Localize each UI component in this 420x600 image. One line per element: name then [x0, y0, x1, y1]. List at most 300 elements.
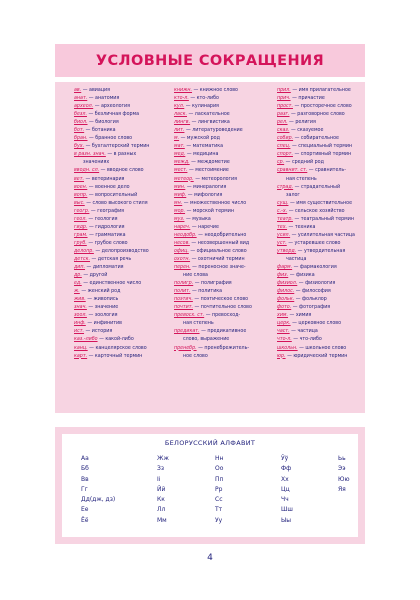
abbreviation-meaning: — физиология: [297, 280, 336, 287]
alphabet-letter: Яя: [338, 485, 346, 493]
abbreviation-meaning: — какой-либо: [97, 336, 134, 343]
abbreviation-meaning: — музыка: [184, 215, 211, 222]
abbreviation-term: дип.: [74, 264, 86, 271]
abbreviation-meaning: — книжное слово: [192, 87, 238, 93]
abbreviation-entry: [74, 279, 168, 287]
alphabet-title: БЕЛОРУССКИЙ АЛФАВИТ: [164, 439, 256, 447]
abbreviation-entry: [174, 102, 271, 110]
alphabet-letter: Цц: [281, 485, 290, 493]
abbreviation-meaning: — страдательный: [293, 183, 341, 190]
abbreviation-term: мед.: [174, 151, 186, 158]
abbreviation-entry: [74, 86, 168, 94]
abbreviation-meaning: — морской термин: [185, 207, 234, 214]
abbreviation-entry: [277, 287, 365, 295]
abbreviation-meaning: — бухгалтерский термин: [84, 143, 150, 150]
abbreviation-entry: [174, 175, 271, 183]
abbreviation-meaning: — собирательное: [293, 135, 339, 142]
abbreviation-meaning: — фольклор: [294, 296, 327, 303]
abbreviation-term: полит.: [174, 288, 191, 295]
abbreviation-term: физиол.: [277, 280, 298, 287]
abbreviation-meaning: — охотничий термин: [190, 255, 245, 262]
abbreviation-meaning: — пренебрежитель-: [196, 344, 250, 351]
abbreviation-meaning: — неодобрительно: [196, 231, 247, 238]
alphabet-letter: Ее: [81, 506, 89, 514]
alphabet-letter: Ўў: [281, 455, 289, 462]
abbreviation-term: бух.: [74, 143, 85, 150]
abbreviation-term: офиц.: [174, 247, 189, 254]
abbreviation-meaning: — бранное слово: [87, 135, 133, 142]
abbreviation-entry: [174, 303, 271, 311]
abbreviation-entry: [74, 110, 168, 118]
abbreviation-term: вводн. сл.: [74, 167, 100, 174]
alphabet-letter: Зз: [157, 465, 165, 473]
abbreviation-term: уст.: [277, 239, 287, 246]
abbreviation-term: прост.: [277, 103, 293, 110]
abbreviation-entry: [277, 335, 365, 343]
abbreviation-entry: [174, 279, 271, 287]
abbreviation-entry: [277, 231, 365, 239]
abbreviation-meaning: — церковное слово: [290, 320, 341, 327]
abbreviation-meaning: — инфинитив: [85, 320, 122, 327]
abbreviation-meaning: — мифология: [186, 191, 223, 198]
abbreviations-column-1: [74, 86, 168, 360]
abbreviation-meaning: — история: [84, 328, 113, 335]
abbreviation-term: мор.: [174, 207, 186, 214]
abbreviation-entry: [277, 166, 365, 174]
alphabet-letter: Мм: [157, 516, 167, 524]
abbreviation-meaning: — множественное число: [182, 199, 247, 206]
abbreviation-entry: [174, 239, 271, 247]
abbreviation-term: ср.: [277, 159, 285, 166]
abbreviation-entry: [74, 319, 168, 327]
abbreviation-term: мест.: [174, 167, 188, 174]
abbreviation-entry: [277, 175, 365, 183]
abbreviation-meaning: — математика: [184, 143, 224, 150]
abbreviation-term: делопр.: [74, 247, 94, 254]
abbreviation-term: ласк.: [174, 111, 187, 118]
abbreviation-entry: [277, 223, 365, 231]
abbreviation-entry: [277, 271, 365, 279]
abbreviation-meaning: — утвердительная: [296, 247, 346, 254]
abbreviation-meaning: — сельское хозяйство: [287, 207, 345, 214]
abbreviation-entry: [174, 319, 271, 327]
abbreviation-term: сущ.: [277, 199, 289, 206]
abbreviation-meaning: — усилительная частица: [290, 231, 355, 238]
abbreviation-meaning: — мужской род: [179, 135, 220, 142]
abbreviation-meaning: — живопись: [85, 296, 119, 303]
abbreviation-term: детск.: [74, 255, 91, 262]
alphabet-letter: Рр: [215, 485, 223, 493]
abbreviation-meaning: — переносное значе-: [190, 264, 246, 271]
abbreviation-meaning: ная степень: [286, 175, 317, 182]
alphabet-letter: Бб: [81, 465, 89, 473]
abbreviation-term: с.-х.: [277, 207, 288, 214]
abbreviation-term: филос.: [277, 288, 295, 295]
abbreviation-entry: [277, 126, 365, 134]
abbreviation-term: усил.: [277, 231, 291, 238]
alphabet-letter: Оо: [215, 465, 224, 473]
abbreviation-entry: [74, 126, 168, 134]
abbreviation-term: миф.: [174, 191, 187, 198]
abbreviation-entry: [174, 183, 271, 191]
abbreviation-entry: [174, 207, 271, 215]
abbreviation-term: кул.: [174, 103, 185, 110]
abbreviation-entry: [74, 311, 168, 319]
abbreviation-meaning: — грубое слово: [86, 239, 128, 246]
abbreviation-term: геогр.: [74, 207, 90, 214]
abbreviations-column-2: [174, 86, 271, 360]
abbreviation-entry: [277, 150, 365, 158]
alphabet-letter: Нн: [215, 455, 224, 462]
abbreviation-term: кто-л.: [174, 95, 189, 102]
abbreviation-entry: [277, 118, 365, 126]
abbreviation-entry: [74, 134, 168, 142]
abbreviation-entry: [174, 255, 271, 263]
alphabet-letter: Лл: [157, 506, 166, 514]
abbreviation-entry: [174, 166, 271, 174]
abbreviation-entry: [174, 335, 271, 343]
abbreviation-term: бран.: [74, 135, 88, 142]
abbreviation-meaning: — официальное слово: [188, 247, 247, 254]
abbreviation-term: предикат.: [174, 328, 200, 335]
abbreviation-term: церк.: [277, 320, 291, 327]
abbreviation-meaning: ние слова: [183, 272, 208, 279]
abbreviation-meaning: — техника: [287, 223, 316, 230]
abbreviation-entry: [174, 311, 271, 319]
abbreviation-term: част.: [277, 328, 290, 335]
abbreviation-term: ж.: [74, 288, 80, 295]
abbreviation-meaning: — авиация: [81, 87, 110, 93]
alphabet-letter: Жж: [157, 455, 169, 462]
abbreviation-term: спец.: [277, 143, 291, 150]
alphabet-letter: Чч: [281, 496, 289, 504]
abbreviation-entry: [174, 94, 271, 102]
abbreviation-term: метеор.: [174, 175, 194, 182]
abbreviation-term: пренебр.: [174, 344, 197, 351]
abbreviation-entry: [74, 247, 168, 255]
abbreviation-meaning: — женский род: [79, 288, 121, 295]
abbreviation-meaning: — поэтическое слово: [192, 296, 249, 303]
abbreviation-term: разг.: [277, 111, 290, 118]
abbreviation-term: фольк.: [277, 296, 295, 303]
abbreviation-entry: [174, 215, 271, 223]
abbreviation-meaning: — физика: [288, 272, 315, 279]
abbreviation-meaning: значениях: [83, 159, 110, 166]
abbreviation-term: геол.: [74, 215, 87, 222]
abbreviation-meaning: ное слово: [183, 352, 208, 359]
abbreviation-entry: [277, 352, 365, 360]
abbreviation-entry: [174, 191, 271, 199]
abbreviation-term: канц.: [74, 344, 88, 351]
abbreviation-entry: [277, 303, 365, 311]
abbreviation-term: лит.: [174, 127, 185, 134]
abbreviation-entry: [277, 319, 365, 327]
abbreviation-term: неодобр.: [174, 231, 197, 238]
abbreviation-term: грам.: [74, 231, 88, 238]
abbreviation-term: перен.: [174, 264, 191, 271]
abbreviation-term: карт.: [74, 352, 88, 359]
abbreviation-term: полигр.: [174, 280, 194, 287]
abbreviation-term: спорт.: [277, 151, 293, 158]
abbreviation-entry: [277, 102, 365, 110]
abbreviation-entry: [277, 191, 365, 199]
abbreviation-entry: [174, 287, 271, 295]
alphabet-letter: Фф: [281, 465, 292, 473]
abbreviation-entry: [174, 150, 271, 158]
abbreviation-meaning: — в разных: [105, 151, 137, 158]
abbreviation-meaning: — междометие: [189, 159, 230, 166]
abbreviation-term: др.: [74, 272, 82, 279]
alphabet-letter: Йй: [157, 485, 166, 493]
abbreviation-meaning: — грамматика: [87, 231, 126, 238]
abbreviation-meaning: — гидрология: [87, 223, 125, 230]
abbreviation-entry: [74, 166, 168, 174]
abbreviation-entry: [277, 295, 365, 303]
abbreviation-meaning: — полиграфия: [193, 280, 232, 287]
abbreviation-entry: [277, 158, 365, 166]
abbreviation-entry: [174, 327, 271, 335]
alphabet-letter: Тт: [215, 506, 223, 514]
abbreviation-term: сравнит. ст.: [277, 167, 308, 174]
abbreviation-term: биол.: [74, 119, 88, 126]
abbreviation-meaning: — вопросительный: [87, 191, 138, 198]
abbreviation-meaning: — специальный термин: [290, 143, 353, 150]
abbreviation-term: в разн. знач.: [74, 151, 106, 158]
abbreviation-entry: [277, 255, 365, 263]
abbreviation-meaning: — имя существительное: [288, 199, 353, 206]
abbreviation-entry: [277, 207, 365, 215]
abbreviation-term: прил.: [277, 87, 291, 93]
abbreviation-term: безл.: [74, 111, 87, 118]
abbreviation-entry: [74, 263, 168, 271]
abbreviation-term: физ.: [277, 272, 289, 279]
abbreviation-term: фото.: [277, 304, 292, 311]
alphabet-letter: Дд(дж, дз): [81, 496, 116, 504]
alphabet-column: [157, 454, 169, 526]
abbreviation-meaning: — несовершенный вид: [189, 239, 250, 246]
abbreviation-meaning: — спортивный термин: [292, 151, 352, 158]
abbreviation-term: сказ.: [277, 127, 290, 134]
abbreviation-term: межд.: [174, 159, 190, 166]
abbreviation-term: что-л.: [277, 336, 292, 343]
abbreviation-entry: [277, 199, 365, 207]
abbreviation-meaning: — ласкательное: [186, 111, 230, 118]
abbreviation-meaning: — слово высокого стиля: [84, 199, 148, 206]
abbreviation-entry: [74, 150, 168, 158]
abbreviation-term: нареч.: [174, 223, 191, 230]
abbreviation-term: каз.-либо: [74, 336, 98, 343]
alphabet-column: [81, 454, 115, 526]
abbreviation-term: превосх. ст.: [174, 312, 205, 319]
abbreviation-meaning: — вводное слово: [99, 167, 144, 174]
abbreviation-entry: [74, 183, 168, 191]
abbreviation-entry: [74, 118, 168, 126]
alphabet-column: [281, 454, 293, 526]
abbreviation-term: ед.: [74, 280, 82, 287]
alphabet-letter: Пп: [215, 475, 224, 483]
abbreviation-entry: [74, 191, 168, 199]
abbreviation-term: анат.: [74, 95, 88, 102]
abbreviation-entry: [277, 239, 365, 247]
abbreviation-meaning: — единственное число: [81, 280, 142, 287]
abbreviation-term: мат.: [174, 143, 185, 150]
abbreviation-meaning: — предикативное: [199, 328, 247, 335]
abbreviation-entry: [74, 287, 168, 295]
alphabet-column: [215, 454, 223, 526]
abbreviation-meaning: — карточный термин: [87, 352, 143, 359]
abbreviation-term: хим.: [277, 312, 289, 319]
abbreviation-entry: [174, 295, 271, 303]
abbreviation-entry: [277, 311, 365, 319]
abbreviation-term: утверд.: [277, 247, 297, 254]
abbreviation-entry: [277, 94, 365, 102]
abbreviation-entry: [74, 199, 168, 207]
abbreviation-meaning: — имя прилагательное: [290, 87, 351, 93]
abbreviation-meaning: — лингвистика: [190, 119, 230, 126]
abbreviation-term: почтит.: [174, 304, 194, 311]
abbreviation-term: знач.: [74, 304, 87, 311]
abbreviation-meaning: — превосход-: [204, 312, 241, 319]
abbreviation-entry: [174, 158, 271, 166]
abbreviation-entry: [74, 102, 168, 110]
abbreviation-term: археол.: [74, 103, 94, 110]
abbreviation-meaning: — школьное слово: [297, 344, 347, 351]
abbreviation-meaning: — юридический термин: [285, 352, 348, 359]
abbreviation-meaning: — биология: [87, 119, 119, 126]
abbreviation-term: вопр.: [74, 191, 88, 198]
page-number: 4: [207, 553, 213, 563]
abbreviation-term: воен.: [74, 183, 88, 190]
abbreviation-term: лингв.: [174, 119, 191, 126]
abbreviation-meaning: — наречие: [190, 223, 219, 230]
abbreviation-meaning: — делопроизводство: [93, 247, 149, 254]
abbreviation-meaning: — устаревшее слово: [286, 239, 341, 246]
abbreviation-entry: [277, 279, 365, 287]
abbreviation-entry: [74, 175, 168, 183]
alphabet-letter: Ээ: [338, 465, 346, 473]
abbreviation-meaning: — сказуемое: [289, 127, 324, 134]
abbreviation-entry: [74, 303, 168, 311]
abbreviation-meaning: — детская речь: [90, 255, 132, 262]
abbreviation-term: зоол.: [74, 312, 87, 319]
abbreviation-meaning: — что-либо: [291, 336, 322, 343]
abbreviation-meaning: — фотография: [291, 304, 331, 311]
abbreviation-meaning: — средний род: [284, 159, 324, 166]
abbreviation-entry: [74, 215, 168, 223]
abbreviation-meaning: — причастие: [290, 95, 325, 102]
abbreviation-meaning: — канцелярское слово: [87, 344, 147, 351]
abbreviation-entry: [74, 239, 168, 247]
abbreviation-meaning: — медицина: [185, 151, 219, 158]
abbreviation-term: несов.: [174, 239, 190, 246]
abbreviation-meaning: — разговорное слово: [289, 111, 345, 118]
abbreviation-meaning: — почтительное слово: [193, 304, 252, 311]
alphabet-letter: Сс: [215, 496, 223, 504]
abbreviation-entry: [74, 327, 168, 335]
abbreviation-meaning: залог: [286, 191, 300, 198]
abbreviation-meaning: — ветеринария: [84, 175, 125, 182]
abbreviation-term: прич.: [277, 95, 291, 102]
abbreviation-entry: [277, 134, 365, 142]
abbreviation-term: инф.: [74, 320, 86, 327]
abbreviation-entry: [174, 247, 271, 255]
abbreviation-meaning: — другой: [81, 272, 108, 279]
abbreviation-term: охотн.: [174, 255, 191, 262]
abbreviation-entry: [174, 126, 271, 134]
abbreviation-meaning: — фармакология: [292, 264, 337, 271]
abbreviation-term: ав.: [74, 87, 82, 93]
abbreviation-meaning: — археология: [93, 103, 131, 110]
alphabet-box: [62, 434, 358, 537]
abbreviation-entry: [74, 271, 168, 279]
abbreviation-entry: [74, 255, 168, 263]
abbreviation-meaning: — дипломатия: [85, 264, 124, 271]
abbreviation-entry: [74, 352, 168, 360]
abbreviation-entry: [277, 344, 365, 352]
abbreviation-term: рел.: [277, 119, 288, 126]
abbreviation-entry: [174, 352, 271, 360]
alphabet-letter: Кк: [157, 496, 165, 504]
abbreviation-entry: [74, 231, 168, 239]
abbreviation-meaning: — анатомия: [87, 95, 120, 102]
abbreviation-meaning: ная степень: [183, 320, 214, 327]
abbreviation-meaning: — кто-либо: [188, 95, 219, 102]
abbreviation-meaning: — литературоведение: [184, 127, 243, 134]
abbreviation-entry: [174, 271, 271, 279]
abbreviation-term: груб.: [74, 239, 87, 246]
abbreviation-entry: [74, 142, 168, 150]
alphabet-letter: Шш: [281, 506, 293, 514]
abbreviation-meaning: — зоология: [86, 312, 118, 319]
abbreviation-entry: [74, 207, 168, 215]
abbreviation-term: театр.: [277, 215, 293, 222]
abbreviation-meaning: — сравнитель-: [307, 167, 346, 174]
alphabet-letter: Ыы: [281, 516, 292, 524]
abbreviation-term: жив.: [74, 296, 86, 303]
abbreviation-entry: [277, 263, 365, 271]
abbreviation-entry: [74, 335, 168, 343]
title-banner: [55, 44, 365, 77]
alphabet-letter: Ёё: [81, 516, 89, 524]
abbreviation-meaning: — военное дело: [87, 183, 130, 190]
abbreviation-entry: [277, 215, 365, 223]
abbreviation-meaning: — театральный термин: [292, 215, 354, 222]
abbreviation-entry: [174, 142, 271, 150]
abbreviation-entry: [174, 86, 271, 94]
abbreviation-term: книжн.: [174, 87, 193, 93]
alphabet-letter: Ьь: [338, 455, 346, 462]
abbreviation-meaning: — минералогия: [185, 183, 227, 190]
abbreviation-entry: [174, 118, 271, 126]
abbreviation-meaning: — религия: [287, 119, 316, 126]
abbreviation-meaning: частица: [286, 255, 307, 262]
abbreviation-entry: [174, 199, 271, 207]
page-title: УСЛОВНЫЕ СОКРАЩЕНИЯ: [95, 52, 325, 69]
abbreviation-entry: [174, 344, 271, 352]
abbreviation-term: гидр.: [74, 223, 88, 230]
abbreviation-meaning: — политика: [190, 288, 223, 295]
alphabet-letter: Вв: [81, 475, 89, 483]
abbreviation-entry: [174, 263, 271, 271]
alphabet-letter: Уу: [215, 516, 223, 524]
alphabet-panel: [55, 427, 365, 544]
abbreviation-term: фарм.: [277, 264, 293, 271]
abbreviation-entry: [174, 110, 271, 118]
abbreviation-meaning: — химия: [288, 312, 312, 319]
abbreviation-meaning: — метеорология: [193, 175, 238, 182]
abbreviation-entry: [277, 327, 365, 335]
abbreviation-meaning: — частица: [289, 328, 318, 335]
